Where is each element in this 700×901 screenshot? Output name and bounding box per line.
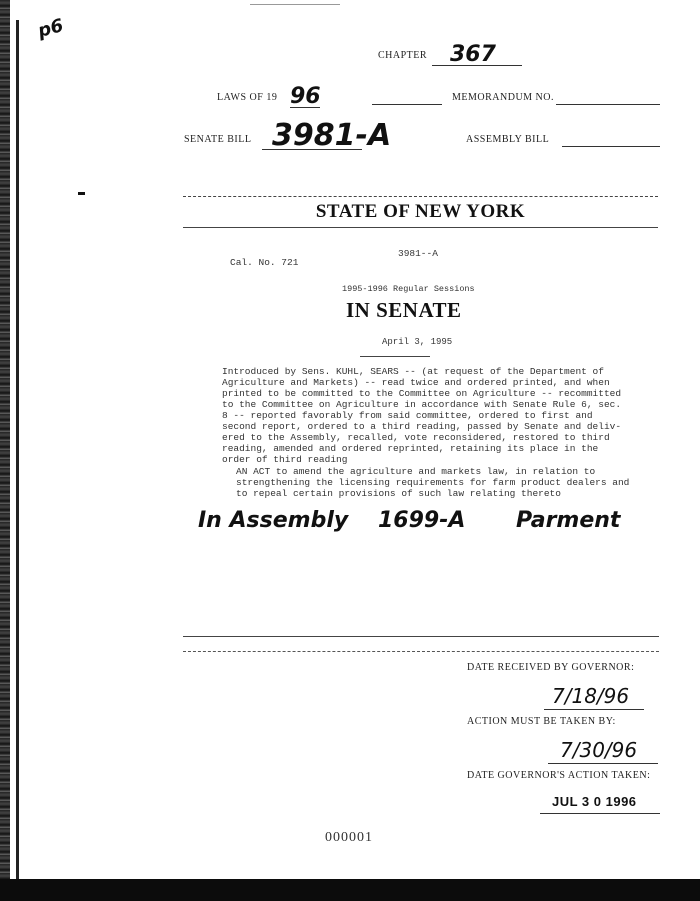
- bottom-separator-2: [183, 651, 659, 652]
- session-line: 1995-1996 Regular Sessions: [342, 284, 475, 294]
- intro-line: 8 -- reported favorably from said committee, ordered to first and: [222, 410, 593, 421]
- act-paragraph: [236, 466, 636, 499]
- laws-value: 96: [290, 84, 321, 109]
- laws-extra-blank: [372, 103, 442, 105]
- intro-line: reading, amended and ordered reprinted, retaining its place in the: [222, 443, 599, 454]
- left-dash-mark: [78, 192, 85, 195]
- top-faint-line: [250, 4, 340, 5]
- bill-date: April 3, 1995: [382, 337, 453, 347]
- state-title: STATE OF NEW YORK: [315, 201, 526, 222]
- received-label: DATE RECEIVED BY GOVERNOR:: [467, 662, 635, 673]
- intro-paragraph: [222, 366, 632, 465]
- assembly-bill-label: ASSEMBLY BILL: [466, 134, 550, 145]
- action-by-blank: [548, 762, 658, 764]
- scan-left-edge: [0, 0, 10, 901]
- act-line: to repeal certain provisions of such law relating thereto: [236, 488, 561, 499]
- cal-number: Cal. No. 721: [230, 257, 299, 268]
- intro-line: ered to the Assembly, recalled, vote reconsidered, restored to third: [222, 432, 610, 443]
- bottom-separator-1: [183, 636, 659, 637]
- chapter-blank: [432, 64, 522, 66]
- assembly-sponsor: Parment: [516, 508, 621, 533]
- intro-line: Agriculture and Markets) -- read twice and ordered printed, and when: [222, 377, 610, 388]
- senate-bill-label: SENATE BILL: [184, 134, 252, 145]
- intro-line: second report, ordered to a third reading, passed by Senate and deliv-: [222, 421, 622, 432]
- intro-line: to the Committee on Agriculture in accordance with Senate Rule 6, sec.: [222, 399, 622, 410]
- scan-bottom-edge: [0, 879, 700, 901]
- intro-line: Introduced by Sens. KUHL, SEARS -- (at request of the Department of: [222, 366, 604, 377]
- page-number: 000001: [325, 830, 373, 845]
- act-line: AN ACT to amend the agriculture and markets law, in relation to: [236, 466, 596, 477]
- act-line: strengthening the licensing requirements for farm product dealers and: [236, 477, 630, 488]
- received-value: 7/18/96: [552, 684, 630, 708]
- laws-label: LAWS OF 19: [217, 92, 278, 103]
- received-blank: [544, 708, 644, 710]
- chapter-label: CHAPTER: [378, 50, 428, 61]
- senate-bill-blank: [262, 148, 362, 150]
- assembly-bill-number: 1699-A: [378, 508, 466, 533]
- laws-blank: [290, 106, 320, 108]
- intro-line: printed to be committed to the Committee on Agriculture -- recommitted: [222, 388, 622, 399]
- chamber-title: IN SENATE: [346, 298, 462, 322]
- chapter-value: 367: [450, 42, 496, 67]
- memo-blank: [556, 103, 660, 105]
- assembly-bill-blank: [562, 145, 660, 147]
- separator-bottom: [183, 227, 658, 228]
- bill-number: 3981--A: [398, 248, 438, 259]
- corner-mark: p6: [35, 15, 66, 42]
- senate-bill-value: 3981-A: [272, 118, 392, 153]
- action-taken-label: DATE GOVERNOR'S ACTION TAKEN:: [467, 770, 651, 781]
- date-underline: [360, 356, 430, 357]
- action-by-label: ACTION MUST BE TAKEN BY:: [467, 716, 616, 727]
- assembly-annotation: In Assembly: [198, 508, 349, 533]
- action-taken-blank: [540, 812, 660, 814]
- separator-top: [183, 196, 658, 197]
- memo-label: MEMORANDUM NO.: [452, 92, 555, 103]
- scan-left-bar: [16, 20, 19, 880]
- action-by-value: 7/30/96: [560, 738, 638, 762]
- action-taken-stamp: JUL 3 0 1996: [552, 794, 637, 809]
- intro-line: order of third reading: [222, 454, 348, 465]
